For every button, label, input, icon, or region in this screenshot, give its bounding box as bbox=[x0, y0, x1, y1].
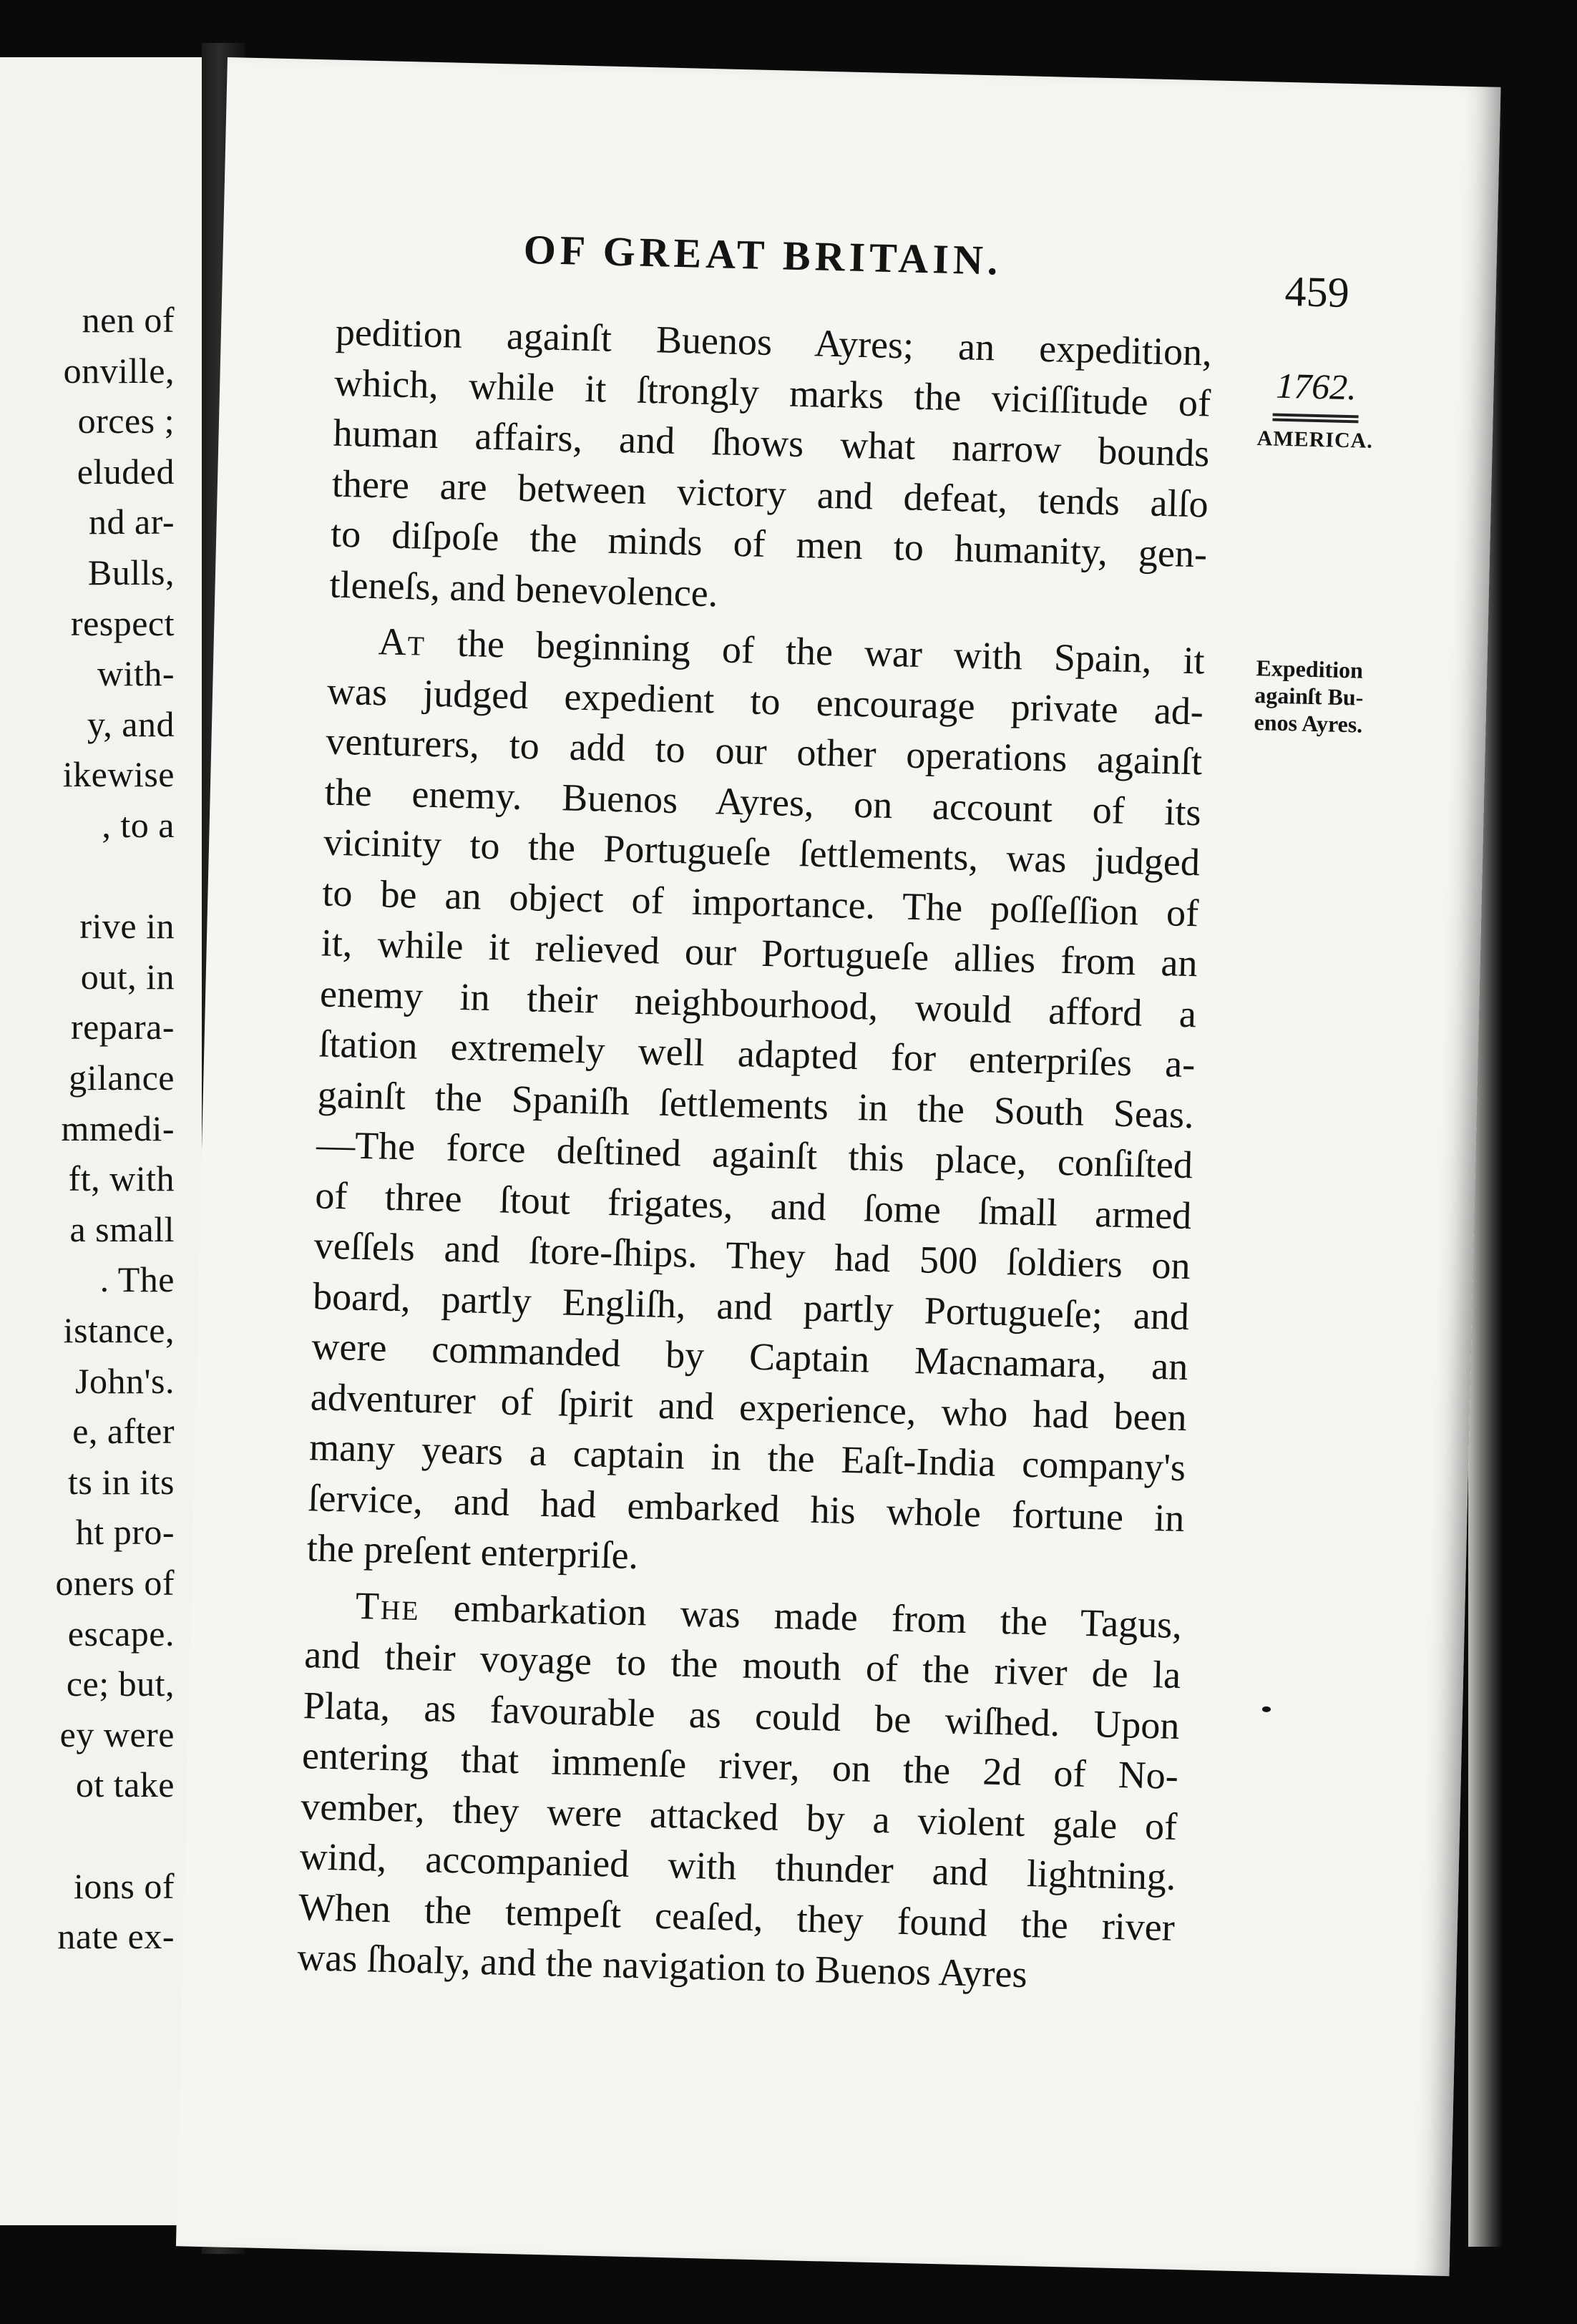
text-line: to be an object of importance. The poſſeſſion of bbox=[321, 870, 1199, 934]
text-line: ſtation extremely well adapted for enterpriſes a- bbox=[318, 1022, 1196, 1086]
left-page-line: a small bbox=[69, 1209, 175, 1249]
text-line: to diſpoſe the minds of men to humanity, gen- bbox=[330, 512, 1208, 576]
left-page-line: out, in bbox=[80, 956, 175, 997]
text-line: veſſels and ſtore-ſhips. They had 500 ſoldiers on bbox=[313, 1224, 1191, 1288]
left-page-line: ce; but, bbox=[66, 1664, 175, 1704]
left-page-line: John's. bbox=[75, 1360, 175, 1401]
text-line: which, while it ſtrongly marks the viciſſitude of bbox=[333, 361, 1211, 424]
text-line: there are between victory and defeat, tends alſo bbox=[331, 462, 1209, 525]
text-line: entering that immenſe river, on the 2d of No- bbox=[301, 1734, 1179, 1797]
margin-rule bbox=[1244, 411, 1387, 424]
text-line: ſervice, and had embarked his whole fortune in bbox=[307, 1475, 1185, 1540]
text-line: adventurer of ſpirit and experience, who had been bbox=[310, 1375, 1188, 1439]
left-page-line: , to a bbox=[102, 805, 175, 845]
text-line: vember, they were attacked by a violent gale of bbox=[300, 1784, 1178, 1848]
left-page-line: . The bbox=[99, 1259, 175, 1300]
left-page-line: ft, with bbox=[68, 1158, 175, 1199]
left-page-line: istance, bbox=[63, 1310, 175, 1350]
paragraph-lead: The bbox=[355, 1583, 421, 1629]
left-page-line: y, and bbox=[87, 703, 175, 744]
left-page-line: rive in bbox=[79, 906, 175, 947]
text-line: board, partly Engliſh, and partly Portugueſe; and bbox=[312, 1274, 1190, 1338]
text-line: was judged expedient to encourage private ad- bbox=[326, 669, 1204, 733]
text-line: of three ſtout frigates, and ſome ſmall armed bbox=[314, 1173, 1192, 1237]
text-line: venturers, to add to our other operations againſt bbox=[325, 719, 1203, 783]
text-line: tleneſs, and benevolence. bbox=[328, 562, 719, 615]
left-page bbox=[0, 57, 206, 2225]
sidenote-line: Expedition bbox=[1256, 655, 1364, 683]
sidenote-line: enos Ayres. bbox=[1254, 709, 1363, 738]
body-text bbox=[297, 307, 1213, 2003]
text-line: it, while it relieved our Portugueſe allies from an bbox=[321, 921, 1198, 985]
left-page-line: ikewise bbox=[62, 754, 175, 795]
left-page-line: ey were bbox=[59, 1714, 175, 1754]
left-page-line: nen of bbox=[82, 300, 175, 340]
left-page-line: eluded bbox=[77, 451, 175, 492]
page-number: 459 bbox=[1284, 267, 1350, 317]
paragraph bbox=[297, 1579, 1183, 2003]
text-line: human affairs, and ſhows what narrow bounds bbox=[332, 411, 1211, 475]
sidenote-line: againſt Bu- bbox=[1254, 682, 1364, 711]
left-page-line: ts in its bbox=[68, 1461, 175, 1502]
text-line: and their voyage to the mouth of the river de la bbox=[303, 1633, 1181, 1697]
paragraph bbox=[329, 307, 1213, 630]
left-page-line: ions of bbox=[74, 1865, 175, 1906]
paragraph-lead: At bbox=[378, 620, 426, 664]
text-line: was ſhoaly, and the navigation to Buenos Ayres bbox=[296, 1935, 1028, 1996]
text-line: many years a captain in the Eaſt-India company's bbox=[308, 1425, 1186, 1490]
left-page-line: escape. bbox=[67, 1613, 175, 1654]
text-line: the preſent enterpriſe. bbox=[306, 1526, 639, 1578]
text-line: enemy in their neighbourhood, would afford a bbox=[319, 971, 1197, 1035]
left-page-line: Bulls, bbox=[87, 552, 175, 592]
left-page-line: oners of bbox=[55, 1563, 175, 1603]
book-page bbox=[176, 57, 1501, 2276]
left-page-line: onville, bbox=[63, 350, 175, 391]
text-line: vicinity to the Portugueſe ſettlements, was judged bbox=[323, 820, 1201, 884]
margin-sidenote bbox=[1236, 654, 1382, 739]
left-page-line: respect bbox=[70, 602, 175, 643]
left-page-line: e, after bbox=[72, 1411, 175, 1452]
margin-year: 1762. bbox=[1275, 365, 1357, 408]
text-line: gainſt the Spaniſh ſettlements in the South Seas. bbox=[317, 1072, 1195, 1136]
left-page-line: gilance bbox=[69, 1058, 175, 1098]
text-line-rest: embarkation was made from the Tagus, bbox=[419, 1585, 1183, 1646]
paragraph bbox=[306, 615, 1205, 1594]
text-line: were commanded by Captain Macnamara, an bbox=[311, 1324, 1188, 1389]
left-page-line: with- bbox=[97, 653, 175, 694]
text-line: wind, accompanied with thunder and lightning. bbox=[299, 1835, 1177, 1898]
left-page-line: orces ; bbox=[77, 401, 175, 441]
left-page-line: nate ex- bbox=[57, 1916, 175, 1957]
left-page-line: ht pro- bbox=[75, 1512, 175, 1553]
text-line: When the tempeſt ceaſed, they found the river bbox=[298, 1885, 1176, 1949]
left-page-line: repara- bbox=[70, 1007, 175, 1048]
ink-speck bbox=[1262, 1707, 1271, 1712]
text-line-rest: the beginning of the war with Spain, it bbox=[425, 620, 1206, 683]
text-line: pedition againſt Buenos Ayres; an expedition, bbox=[335, 310, 1213, 374]
text-line: the enemy. Buenos Ayres, on account of its bbox=[324, 769, 1202, 834]
left-page-line: nd ar- bbox=[89, 502, 175, 542]
running-head: OF GREAT BRITAIN. bbox=[523, 225, 1003, 284]
margin-region: AMERICA. bbox=[1256, 426, 1374, 453]
text-line: —The force deſtined againſt this place, conſiſted bbox=[316, 1123, 1193, 1187]
text-line: Plata, as favourable as could be wiſhed. Upon bbox=[303, 1683, 1181, 1747]
left-page-line: mmedi- bbox=[61, 1108, 175, 1148]
left-page-line: ot take bbox=[75, 1764, 175, 1805]
